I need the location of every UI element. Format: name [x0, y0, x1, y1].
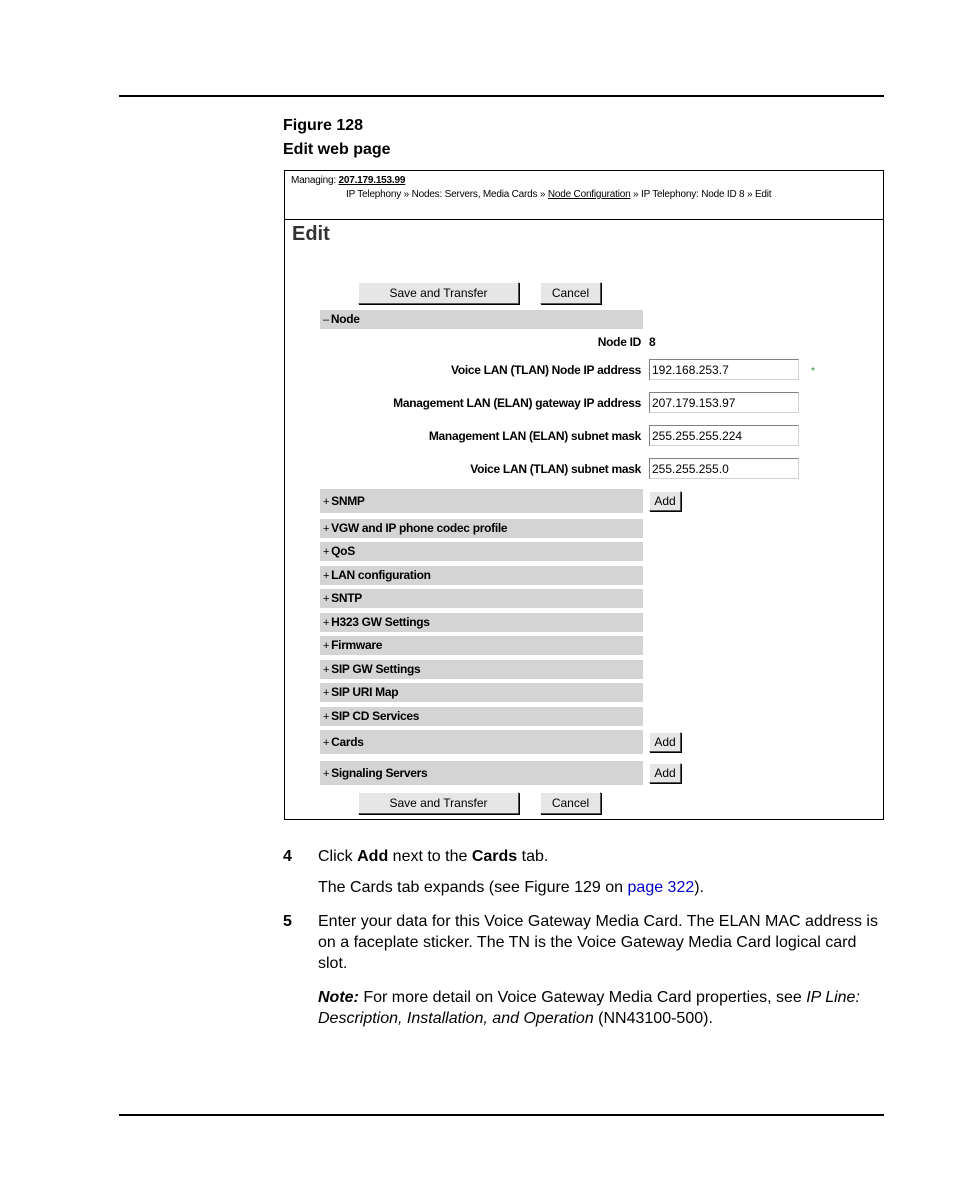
page-322-link[interactable]: page 322 [627, 879, 695, 896]
required-marker: * [811, 366, 815, 377]
figure-title: Edit web page [283, 141, 391, 158]
elan-subnet-mask-label: Management LAN (ELAN) subnet mask [428, 429, 641, 443]
section-firmware-title: Firmware [331, 638, 383, 652]
screenshot-frame [284, 170, 884, 820]
step-text: The Cards tab expands (see Figure 129 on [318, 879, 628, 896]
step-text: ). [694, 879, 705, 896]
managing-ip-link[interactable]: 207.179.153.99 [338, 175, 406, 186]
section-qos-title: QoS [331, 544, 355, 558]
expand-icon: + [323, 570, 330, 582]
section-h323-gw-settings-header[interactable] [320, 613, 643, 632]
section-signaling-servers-title: Signaling Servers [331, 766, 428, 780]
section-lan-configuration-title: LAN configuration [331, 568, 431, 582]
page-title: Edit [292, 223, 330, 245]
add-cards-button[interactable]: Add [649, 732, 681, 752]
tlan-subnet-mask-input[interactable] [649, 458, 799, 479]
add-snmp-button[interactable]: Add [649, 491, 681, 511]
section-sip-cd-services-header[interactable] [320, 707, 643, 726]
step-text: Click [318, 848, 358, 865]
node-id-value: 8 [649, 335, 656, 349]
step-bold-cards: Cards [471, 848, 518, 865]
section-sip-gw-settings-header[interactable] [320, 660, 643, 679]
elan-gateway-ip-label: Management LAN (ELAN) gateway IP address [393, 396, 641, 410]
section-node-header[interactable] [320, 310, 643, 329]
managing-label: Managing: [291, 175, 336, 186]
note-text: For more detail on Voice Gateway Media Card properties, see [358, 989, 807, 1006]
expand-icon: + [323, 640, 330, 652]
elan-subnet-mask-input[interactable] [649, 425, 799, 446]
section-sip-gw-settings-title: SIP GW Settings [331, 662, 421, 676]
figure-caption [283, 114, 391, 162]
breadcrumb [346, 189, 771, 200]
expand-icon: + [323, 768, 330, 780]
breadcrumb-part-2: » IP Telephony: Node ID 8 » Edit [633, 189, 772, 200]
expand-icon: + [323, 593, 330, 605]
section-snmp-title: SNMP [331, 494, 365, 508]
section-sip-cd-services-title: SIP CD Services [331, 709, 420, 723]
section-firmware-header[interactable] [320, 636, 643, 655]
step-number: 5 [283, 913, 292, 930]
section-codec-profile-title: VGW and IP phone codec profile [331, 521, 508, 535]
node-id-label: Node ID [597, 335, 641, 349]
section-cards-title: Cards [331, 735, 364, 749]
note-label: Note: [318, 989, 359, 1006]
footer-rule [119, 1114, 884, 1116]
section-cards-header[interactable] [320, 730, 643, 754]
expand-icon: + [323, 664, 330, 676]
save-and-transfer-button-top[interactable]: Save and Transfer [358, 282, 519, 304]
expand-icon: + [323, 546, 330, 558]
section-lan-configuration-header[interactable] [320, 566, 643, 585]
section-signaling-servers-header[interactable] [320, 761, 643, 785]
step-4-instruction [318, 846, 878, 867]
step-number: 4 [283, 848, 292, 865]
step-5-instruction: Enter your data for this Voice Gateway Media Card. The ELAN MAC address is on a faceplate sticker. The TN is the Voice Gateway Media Card logical card slot. [318, 913, 878, 972]
save-and-transfer-button-bottom[interactable]: Save and Transfer [358, 792, 519, 814]
section-sntp-header[interactable] [320, 589, 643, 608]
expand-icon: + [323, 523, 330, 535]
expand-icon: + [323, 737, 330, 749]
expand-icon: + [323, 617, 330, 629]
expand-icon: + [323, 687, 330, 699]
step-text: tab. [517, 848, 549, 865]
step-4-result [318, 877, 878, 898]
header-divider [285, 219, 883, 220]
tlan-node-ip-label: Voice LAN (TLAN) Node IP address [451, 363, 641, 377]
add-signaling-servers-button[interactable]: Add [649, 763, 681, 783]
collapse-icon: – [323, 314, 329, 326]
step-5-note [318, 987, 878, 1029]
figure-number: Figure 128 [283, 117, 364, 134]
note-text: (NN43100-500). [593, 1010, 713, 1027]
note-reference: IP Line: Description, Installation, and Operation [318, 989, 860, 1027]
section-sip-uri-map-header[interactable] [320, 683, 643, 702]
tlan-subnet-mask-label: Voice LAN (TLAN) subnet mask [470, 462, 641, 476]
breadcrumb-link-node-configuration[interactable]: Node Configuration [547, 189, 631, 200]
section-codec-profile-header[interactable] [320, 519, 643, 538]
tlan-node-ip-input[interactable] [649, 359, 799, 380]
section-sip-uri-map-title: SIP URI Map [331, 685, 399, 699]
step-text: next to the [388, 848, 472, 865]
expand-icon: + [323, 496, 330, 508]
section-snmp-header[interactable] [320, 489, 643, 513]
header-rule [119, 95, 884, 97]
step-bold-add: Add [357, 848, 389, 865]
elan-gateway-ip-input[interactable] [649, 392, 799, 413]
section-node-title: Node [330, 312, 360, 326]
section-qos-header[interactable] [320, 542, 643, 561]
cancel-button-bottom[interactable]: Cancel [540, 792, 601, 814]
managing-line [291, 175, 405, 186]
cancel-button-top[interactable]: Cancel [540, 282, 601, 304]
section-h323-gw-settings-title: H323 GW Settings [331, 615, 430, 629]
section-sntp-title: SNTP [331, 591, 362, 605]
breadcrumb-part-1: IP Telephony » Nodes: Servers, Media Cards » [346, 189, 546, 200]
expand-icon: + [323, 711, 330, 723]
